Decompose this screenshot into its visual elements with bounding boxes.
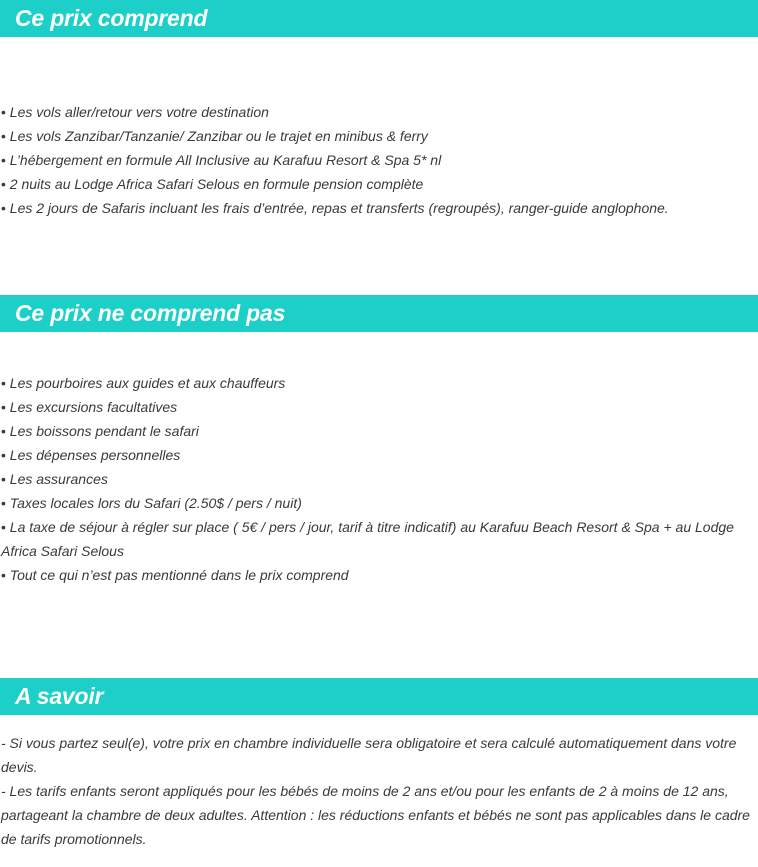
list-item: • La taxe de séjour à régler sur place ( 5€ / pers / jour, tarif à titre indicatif) au Karafuu Beach Resort & Spa + au Lodge Africa Safari Selous [1,515,756,563]
section-header-includes [0,0,758,37]
list-item: • Les dépenses personnelles [1,443,756,467]
list-item: • Les assurances [1,467,756,491]
list-item: • L’hébergement en formule All Inclusive au Karafuu Resort & Spa 5* nl [1,148,756,172]
excludes-list [1,371,756,587]
list-item: • Tout ce qui n’est pas mentionné dans le prix comprend [1,563,756,587]
list-item: • Les boissons pendant le safari [1,419,756,443]
section-header-excludes [0,295,758,332]
info-note: - Les tarifs enfants seront appliqués pour les bébés de moins de 2 ans et/ou pour les enfants de 2 à moins de 12 ans, partageant la chambre de deux adultes. Attention : les réductions enfants et bébés ne sont pas applicables dans le cadre de tarifs promotionnels. [1,783,750,847]
section-title-includes: Ce prix comprend [15,5,208,31]
list-item: • 2 nuits au Lodge Africa Safari Selous en formule pension complète [1,172,756,196]
info-note: - Si vous partez seul(e), votre prix en chambre individuelle sera obligatoire et sera calculé automatiquement dans votre devis. [1,735,737,775]
section-title-info: A savoir [15,683,104,709]
section-header-info [0,678,758,715]
list-item: • Taxes locales lors du Safari (2.50$ / pers / nuit) [1,491,756,515]
list-item: • Les vols aller/retour vers votre destination [1,100,756,124]
info-notes [1,731,756,851]
list-item: • Les pourboires aux guides et aux chauffeurs [1,371,756,395]
includes-list [1,100,756,220]
list-item: • Les excursions facultatives [1,395,756,419]
list-item: • Les 2 jours de Safaris incluant les frais d’entrée, repas et transferts (regroupés), ranger-guide anglophone. [1,196,756,220]
section-title-excludes: Ce prix ne comprend pas [15,300,286,326]
list-item: • Les vols Zanzibar/Tanzanie/ Zanzibar ou le trajet en minibus & ferry [1,124,756,148]
